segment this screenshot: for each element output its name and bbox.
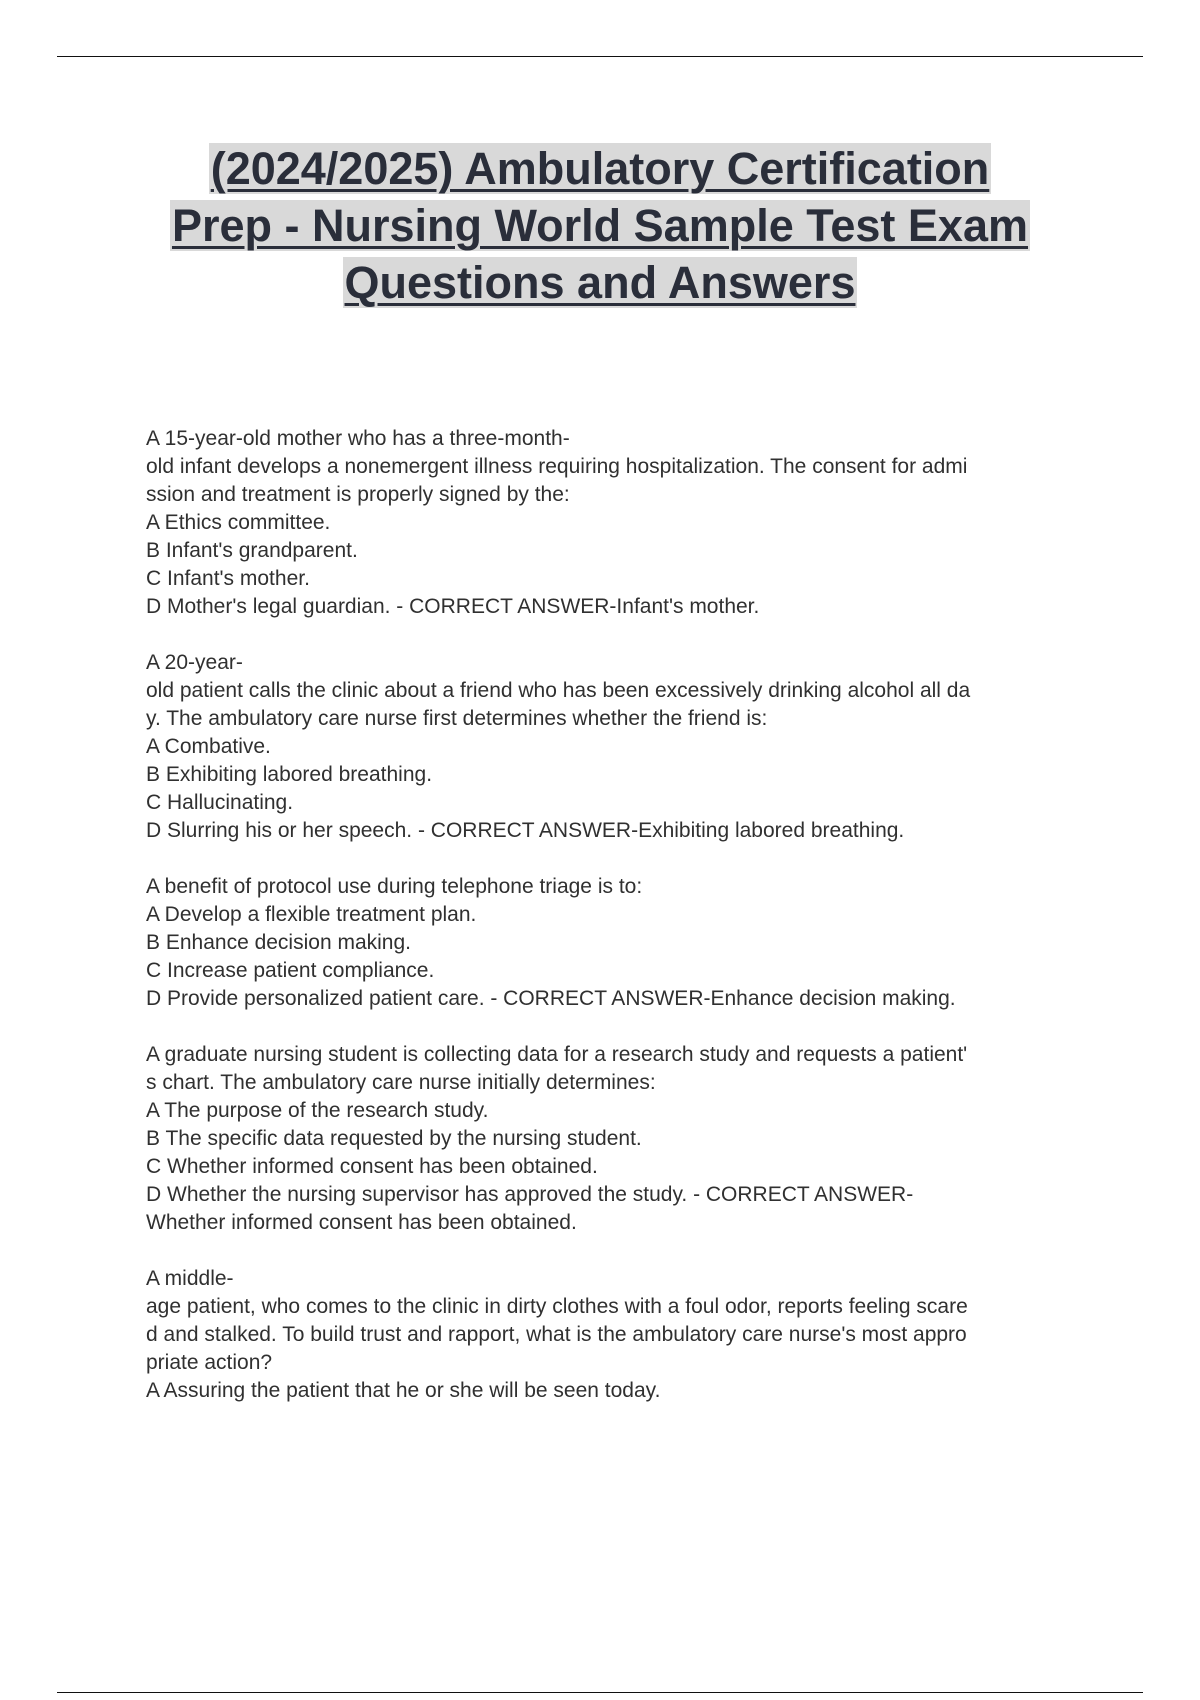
top-divider <box>57 56 1143 57</box>
question-text-line: A middle- <box>146 1267 234 1290</box>
question-text-line: priate action? <box>146 1351 273 1374</box>
answer-option: A The purpose of the research study. <box>146 1099 489 1122</box>
answer-option: C Whether informed consent has been obtained. <box>146 1155 598 1178</box>
question-text-line: d and stalked. To build trust and rapport, what is the ambulatory care nurse's most appro <box>146 1323 967 1346</box>
answer-option-with-correct-answer: D Mother's legal guardian. - CORRECT ANSWER-Infant's mother. <box>146 595 760 618</box>
question-text-line: A benefit of protocol use during telephone triage is to: <box>146 875 643 898</box>
question-block-3 <box>146 873 1080 1013</box>
question-text-line: old patient calls the clinic about a friend who has been excessively drinking alcohol all da <box>146 679 971 702</box>
question-block-2 <box>146 649 1080 845</box>
question-list <box>146 425 1080 1433</box>
question-block-1 <box>146 425 1080 621</box>
answer-option: B Infant's grandparent. <box>146 539 358 562</box>
answer-option: C Infant's mother. <box>146 567 310 590</box>
question-text-line: y. The ambulatory care nurse first determines whether the friend is: <box>146 707 768 730</box>
bottom-divider <box>57 1692 1143 1693</box>
question-text-line: old infant develops a nonemergent illness requiring hospitalization. The consent for admi <box>146 455 968 478</box>
question-text-line: age patient, who comes to the clinic in dirty clothes with a foul odor, reports feeling scare <box>146 1295 968 1318</box>
answer-option-with-correct-answer: D Slurring his or her speech. - CORRECT ANSWER-Exhibiting labored breathing. <box>146 819 905 842</box>
title-line: (2024/2025) Ambulatory Certification <box>210 143 990 194</box>
correct-answer-continuation: Whether informed consent has been obtained. <box>146 1211 577 1234</box>
answer-option: A Ethics committee. <box>146 511 331 534</box>
question-text-line: A 20-year- <box>146 651 243 674</box>
answer-option: A Combative. <box>146 735 271 758</box>
title-line: Questions and Answers <box>344 257 856 308</box>
answer-option: A Develop a flexible treatment plan. <box>146 903 477 926</box>
answer-option: A Assuring the patient that he or she will be seen today. <box>146 1379 661 1402</box>
answer-option: C Increase patient compliance. <box>146 959 435 982</box>
answer-option-with-correct-answer: D Whether the nursing supervisor has approved the study. - CORRECT ANSWER- <box>146 1183 914 1206</box>
answer-option: B The specific data requested by the nursing student. <box>146 1127 642 1150</box>
question-text-line: A 15-year-old mother who has a three-month- <box>146 427 570 450</box>
title-line: Prep - Nursing World Sample Test Exam <box>171 200 1029 251</box>
document-title <box>60 140 1140 311</box>
question-text-line: s chart. The ambulatory care nurse initially determines: <box>146 1071 656 1094</box>
question-block-5 <box>146 1265 1080 1405</box>
answer-option: B Exhibiting labored breathing. <box>146 763 433 786</box>
answer-option-with-correct-answer: D Provide personalized patient care. - CORRECT ANSWER-Enhance decision making. <box>146 987 956 1010</box>
question-text-line: A graduate nursing student is collecting data for a research study and requests a patient' <box>146 1043 968 1066</box>
answer-option: C Hallucinating. <box>146 791 294 814</box>
answer-option: B Enhance decision making. <box>146 931 411 954</box>
question-block-4 <box>146 1041 1080 1237</box>
question-text-line: ssion and treatment is properly signed by the: <box>146 483 570 506</box>
